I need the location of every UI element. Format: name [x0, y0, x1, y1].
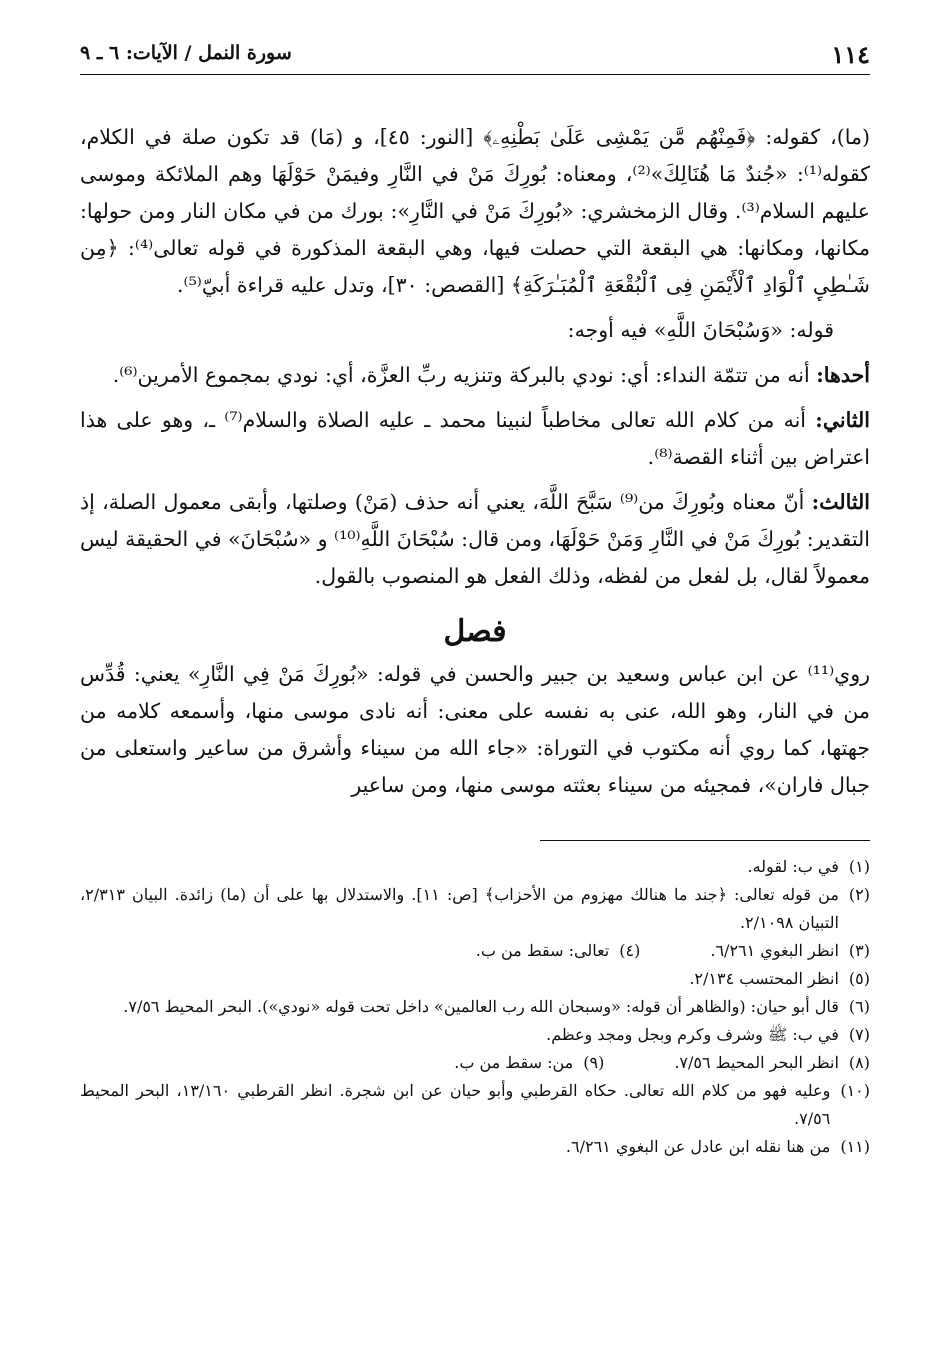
- footnote-text: من: سقط من ب.: [454, 1053, 574, 1072]
- footnote-separator: [540, 840, 870, 841]
- paragraph: [80, 119, 870, 304]
- footnote-number: (١٠): [840, 1081, 870, 1100]
- footnote: [80, 853, 870, 881]
- footnote-pair: [80, 937, 870, 965]
- paragraph: [80, 402, 870, 476]
- footnote-text: انظر المحتسب ٢/١٣٤.: [689, 969, 839, 988]
- footnote-number: (٨): [848, 1053, 870, 1072]
- paragraph-text: (ما)، كقوله: ﴿فَمِنْهُم مَّن يَمْشِى عَلَىٰ بَطْنِهِۦ﴾ [النور: ٤٥]، و (مَا) قد تكون صلة في الكلام، كقوله⁽¹⁾: «جُندٌ مَا هُنَالِكَ»⁽²⁾، ومعناه: بُورِكَ مَنْ في النَّارِ وفيمَنْ حَوْلَهَا وهم الملائكة وموسى عليهم السلام⁽³⁾. وقال الزمخشري: «بُورِكَ مَنْ في النَّارِ»: بورك من في مكان النار ومن حولها: مكانها، ومكانها: هي البقعة التي حصلت فيها، وهي البقعة المذكورة في قوله تعالى⁽⁴⁾: ﴿مِن شَـٰطِىِٕ ٱلْوَادِ ٱلْأَيْمَنِ فِى ٱلْبُقْعَةِ ٱلْمُبَـٰرَكَةِ﴾ [القصص: ٣٠]، وتدل عليه قراءة أبيّ⁽⁵⁾.: [80, 125, 870, 297]
- footnote-number: (٤): [619, 941, 641, 960]
- footnote: [80, 1133, 870, 1161]
- paragraph: [80, 357, 870, 394]
- footnote-number: (٢): [848, 885, 870, 904]
- footnote-number: (٦): [848, 997, 870, 1016]
- footnote-number: (١١): [840, 1137, 870, 1156]
- footnote-text: في ب: ﷺ وشرف وكرم وبجل ومجد وعظم.: [546, 1025, 839, 1044]
- page-number: ١١٤: [823, 40, 870, 69]
- book-page: [80, 40, 870, 1161]
- paragraph-text: قوله: «وَسُبْحَانَ اللَّهِ» فيه أوجه:: [567, 318, 834, 342]
- page-header: [80, 40, 870, 75]
- footnote: [710, 937, 870, 965]
- footnote-text: قال أبو حيان: (والظاهر أن قوله: «وسبحان الله رب العالمين» داخل تحت قوله «نودي»). البحر المحيط ٧/٥٦.: [123, 997, 839, 1016]
- footnote-text: من هنا نقله ابن عادل عن البغوي ٦/٢٦١.: [565, 1137, 831, 1156]
- paragraph-label: أحدها:: [816, 363, 870, 387]
- section-paragraph: [80, 656, 870, 804]
- footnote: [80, 965, 870, 993]
- footnote-text: وعليه فهو من كلام الله تعالى. حكاه القرطبي وأبو حيان عن ابن شجرة. انظر القرطبي ١٣/١٦٠، البحر المحيط ٧/٥٦.: [80, 1081, 831, 1128]
- footnote: [476, 937, 641, 965]
- paragraph-text: أنّ معناه وبُورِكَ من⁽⁹⁾ سَبَّحَ اللَّهَ، يعني أنه حذف (مَنْ) وصلتها، وأبقى معمول الصلة، إذ التقدير: بُورِكَ مَنْ في النَّارِ وَمَنْ حَوْلَهَا، ومن قال: سُبْحَانَ اللَّهِ⁽¹⁰⁾ و «سُبْحَانَ» في الحقيقة ليس معمولاً لقال، بل لفعل من لفظه، وذلك الفعل هو المنصوب بالقول.: [80, 490, 870, 588]
- paragraph: [80, 312, 870, 349]
- footnote: [80, 881, 870, 937]
- paragraph-text: أنه من تتمّة النداء: أي: نودي بالبركة وتنزيه ربِّ العزَّة، أي: نودي بمجموع الأمرين⁽⁶⁾.: [112, 363, 810, 387]
- paragraph: [80, 484, 870, 595]
- footnote-number: (٩): [583, 1053, 605, 1072]
- section-text: روي⁽¹¹⁾ عن ابن عباس وسعيد بن جبير والحسن في قوله: «بُورِكَ مَنْ فِي النَّارِ» يعني: قُدِّس من في النار، وهو الله، عنى به نفسه على معنى: أنه نادى موسى منها، وأسمعه كلامه من جهتها، كما روي أنه مكتوب في التوراة: «جاء الله من سيناء وأشرق من ساعير واستعلى من جبال فاران»، فمجيئه من سيناء بعثته موسى منها، ومن ساعير: [80, 662, 870, 797]
- footnote-text: انظر البغوي ٦/٢٦١.: [710, 941, 839, 960]
- footnote-text: تعالى: سقط من ب.: [475, 941, 610, 960]
- footnote-text: في ب: لقوله.: [747, 857, 839, 876]
- footnote: [674, 1049, 870, 1077]
- main-text: [80, 119, 870, 804]
- footnote-number: (٧): [848, 1025, 870, 1044]
- footnote-number: (٥): [848, 969, 870, 988]
- paragraph-label: الثاني:: [815, 408, 870, 432]
- paragraph-text: أنه من كلام الله تعالى مخاطباً لنبينا محمد ـ عليه الصلاة والسلام⁽⁷⁾ ـ، وهو على هذا اعتراض بين أثناء القصة⁽⁸⁾.: [80, 408, 870, 469]
- surah-title: سورة النمل / الآيات: ٦ ـ ٩: [80, 42, 300, 64]
- footnote-text: من قوله تعالى: ﴿جند ما هنالك مهزوم من الأحزاب﴾ [ص: ١١]. والاستدلال بها على أن (ما) زائدة. البيان ٢/٣١٣، التبيان ٢/١٠٩٨.: [80, 885, 839, 932]
- footnote-pair: [80, 1049, 870, 1077]
- footnote: [454, 1049, 604, 1077]
- footnote-text: انظر البحر المحيط ٧/٥٦.: [674, 1053, 839, 1072]
- footnote: [80, 993, 870, 1021]
- footnote-number: (١): [848, 857, 870, 876]
- footnote: [80, 1077, 870, 1133]
- paragraph-label: الثالث:: [811, 490, 870, 514]
- section-title: فصل: [443, 614, 507, 649]
- footnote-number: (٣): [848, 941, 870, 960]
- footnotes: [80, 853, 870, 1161]
- footnote: [80, 1021, 870, 1049]
